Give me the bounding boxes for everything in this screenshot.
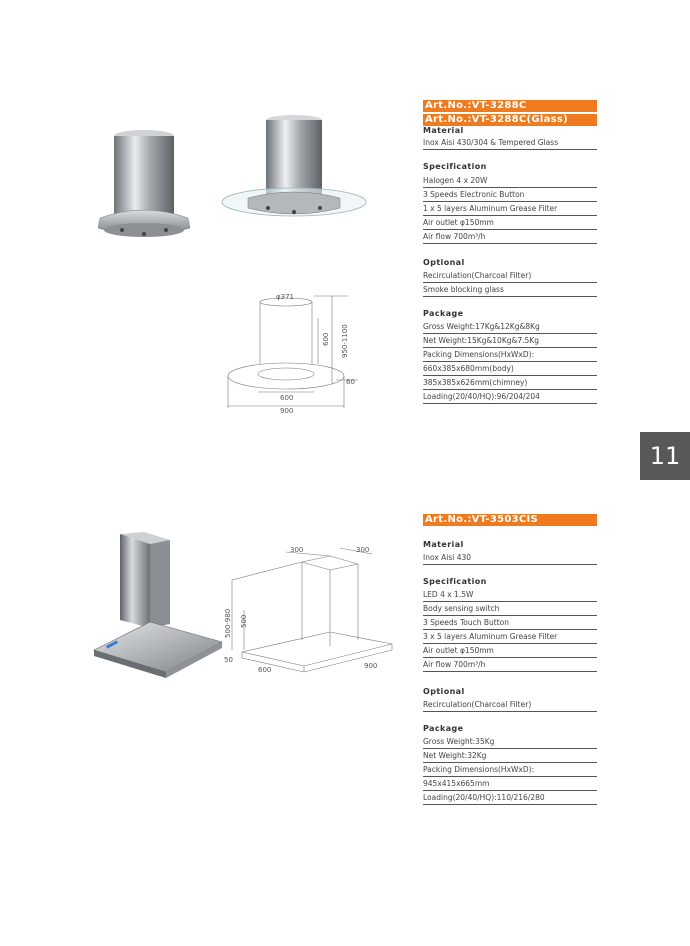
section-title-package: Package — [423, 309, 464, 318]
dim-top-300-right: 300 — [356, 546, 370, 554]
spec-row: 3 Speeds Touch Button — [423, 618, 597, 630]
spec-row: Air flow 700m³/h — [423, 232, 597, 244]
dim-950-1100: 950-1100 — [341, 324, 349, 358]
spec-row: LED 4 x 1.5W — [423, 590, 597, 602]
spec-row: 3 Speeds Electronic Button — [423, 190, 597, 202]
dim-600: 600 — [258, 666, 272, 674]
spec-row: Packing Dimensions(HxWxD): — [423, 765, 597, 777]
art-no-vt-3288c: Art.No.:VT-3288C — [423, 100, 597, 112]
section-title-optional: Optional — [423, 258, 465, 267]
spec-row: Air outlet φ150mm — [423, 218, 597, 230]
dim-600-width: 600 — [280, 394, 294, 402]
page-number-tab: 11 — [640, 432, 690, 480]
spec-row: Body sensing switch — [423, 604, 597, 616]
section-title-specification: Specification — [423, 577, 487, 586]
dimension-drawing-vt-3503cis — [222, 540, 408, 676]
spec-row: Packing Dimensions(HxWxD): — [423, 350, 597, 362]
spec-row: Inox Aisi 430 — [423, 553, 597, 565]
dim-500-980: 500-980 — [224, 608, 232, 638]
dimension-drawing-vt-3288c — [218, 288, 368, 418]
dim-900: 900 — [364, 662, 378, 670]
art-no-vt-3503cis: Art.No.:VT-3503CIS — [423, 514, 597, 526]
dim-900-width: 900 — [280, 407, 294, 415]
spec-row: 3 x 5 layers Aluminum Grease Filter — [423, 632, 597, 644]
spec-row: 385x385x626mm(chimney) — [423, 378, 597, 390]
spec-row: Recirculation(Charcoal Filter) — [423, 700, 597, 712]
spec-row: Loading(20/40/HQ):110/216/280 — [423, 793, 597, 805]
product-photo-vt-3288c-glass — [218, 110, 368, 228]
spec-row: Loading(20/40/HQ):96/204/204 — [423, 392, 597, 404]
dim-600-height: 600 — [322, 332, 330, 346]
spec-row: Air outlet φ150mm — [423, 646, 597, 658]
spec-row: Halogen 4 x 20W — [423, 176, 597, 188]
product-photo-vt-3503cis — [90, 530, 226, 682]
dim-500: 500 — [240, 614, 248, 628]
spec-row: Net Weight:15Kg&10Kg&7.5Kg — [423, 336, 597, 348]
spec-row: 1 x 5 layers Aluminum Grease Filter — [423, 204, 597, 216]
section-title-package: Package — [423, 724, 464, 733]
spec-row: Gross Weight:35Kg — [423, 737, 597, 749]
spec-row: Gross Weight:17Kg&12Kg&8Kg — [423, 322, 597, 334]
section-title-optional: Optional — [423, 687, 465, 696]
art-no-vt-3288c-glass: Art.No.:VT-3288C(Glass) — [423, 114, 597, 126]
spec-row: 660x385x680mm(body) — [423, 364, 597, 376]
spec-row: Inox Aisi 430/304 & Tempered Glass — [423, 138, 597, 150]
section-title-specification: Specification — [423, 162, 487, 171]
dim-top-diameter: φ371 — [276, 293, 294, 301]
dim-50: 50 — [224, 656, 233, 664]
spec-row: Net Weight:32Kg — [423, 751, 597, 763]
section-title-material: Material — [423, 126, 464, 135]
dim-60: 60 — [346, 378, 355, 386]
dim-top-300-left: 300 — [290, 546, 304, 554]
section-title-material: Material — [423, 540, 464, 549]
product-photo-vt-3288c — [92, 118, 196, 246]
spec-row: 945x415x665mm — [423, 779, 597, 791]
spec-row: Smoke blocking glass — [423, 285, 597, 297]
spec-row: Recirculation(Charcoal Filter) — [423, 271, 597, 283]
spec-row: Air flow 700m³/h — [423, 660, 597, 672]
